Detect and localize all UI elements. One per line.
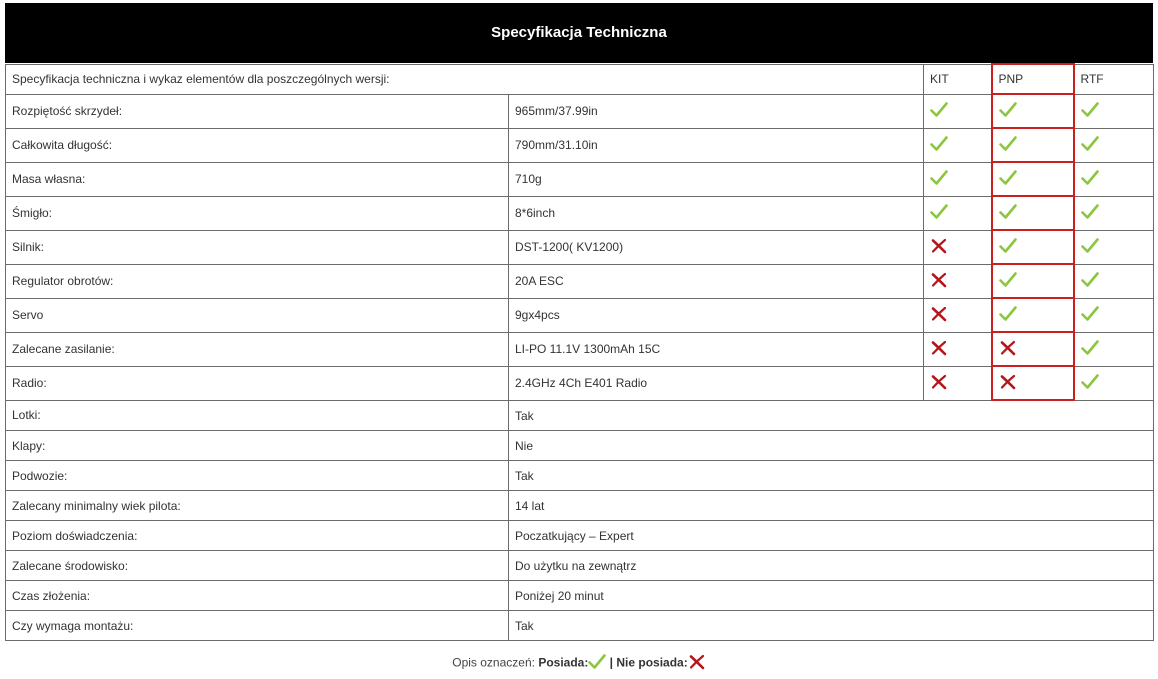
spec-label: Całkowita długość: — [6, 128, 509, 162]
spec-label: Servo — [6, 298, 509, 332]
cell-kit — [924, 94, 992, 128]
check-icon — [999, 136, 1017, 155]
cross-icon — [930, 306, 948, 325]
check-icon — [999, 306, 1017, 325]
spec-panel — [5, 3, 1153, 641]
legend-not-label: Nie posiada: — [616, 655, 688, 670]
table-row — [6, 461, 1154, 491]
table-row — [6, 196, 1154, 230]
cross-icon — [930, 340, 948, 359]
cell-pnp — [992, 230, 1074, 264]
spec-value: Poniżej 20 minut — [509, 581, 1154, 611]
cell-kit — [924, 366, 992, 400]
check-icon — [1081, 170, 1099, 189]
cell-pnp — [992, 264, 1074, 298]
column-rtf: RTF — [1074, 64, 1154, 94]
spec-label: Regulator obrotów: — [6, 264, 509, 298]
check-icon — [1081, 306, 1099, 325]
check-icon — [930, 170, 948, 189]
cell-pnp — [992, 332, 1074, 366]
table-row — [6, 264, 1154, 298]
legend-separator: | — [609, 655, 614, 670]
cell-rtf — [1074, 264, 1154, 298]
check-icon — [999, 102, 1017, 121]
cell-rtf — [1074, 94, 1154, 128]
cell-rtf — [1074, 366, 1154, 400]
cell-pnp — [992, 366, 1074, 400]
spec-label: Rozpiętość skrzydeł: — [6, 94, 509, 128]
check-icon — [999, 204, 1017, 223]
legend-prefix: Opis oznaczeń: — [452, 655, 535, 670]
legend-has-label: Posiada: — [538, 655, 589, 670]
cell-kit — [924, 196, 992, 230]
table-row — [6, 521, 1154, 551]
spec-label: Silnik: — [6, 230, 509, 264]
check-icon — [999, 170, 1017, 189]
cell-rtf — [1074, 162, 1154, 196]
spec-value: Poczatkujący – Expert — [509, 521, 1154, 551]
cell-pnp — [992, 94, 1074, 128]
cross-icon — [999, 374, 1017, 393]
cell-kit — [924, 264, 992, 298]
table-row — [6, 128, 1154, 162]
cell-kit — [924, 332, 992, 366]
cell-kit — [924, 162, 992, 196]
spec-label: Zalecane środowisko: — [6, 551, 509, 581]
spec-value: Tak — [509, 611, 1154, 641]
spec-value: Tak — [509, 400, 1154, 431]
spec-label: Lotki: — [6, 400, 509, 431]
spec-label: Śmigło: — [6, 196, 509, 230]
table-row — [6, 230, 1154, 264]
table-row — [6, 611, 1154, 641]
cross-icon — [930, 272, 948, 291]
check-icon — [999, 272, 1017, 291]
spec-value: 965mm/37.99in — [509, 94, 924, 128]
table-row — [6, 551, 1154, 581]
check-icon — [1081, 204, 1099, 223]
spec-value: Tak — [509, 461, 1154, 491]
cell-rtf — [1074, 128, 1154, 162]
spec-label: Czy wymaga montażu: — [6, 611, 509, 641]
cell-rtf — [1074, 230, 1154, 264]
table-row — [6, 298, 1154, 332]
column-kit: KIT — [924, 64, 992, 94]
table-row — [6, 94, 1154, 128]
spec-value: LI-PO 11.1V 1300mAh 15C — [509, 332, 924, 366]
table-row — [6, 332, 1154, 366]
cell-pnp — [992, 298, 1074, 332]
cell-kit — [924, 128, 992, 162]
spec-value: 790mm/31.10in — [509, 128, 924, 162]
check-icon — [930, 102, 948, 121]
spec-label: Zalecany minimalny wiek pilota: — [6, 491, 509, 521]
spec-value: 14 lat — [509, 491, 1154, 521]
spec-label: Klapy: — [6, 431, 509, 461]
page-title: Specyfikacja Techniczna — [5, 3, 1153, 63]
table-row — [6, 581, 1154, 611]
table-header-row — [6, 64, 1154, 94]
cross-icon — [999, 340, 1017, 359]
table-row — [6, 162, 1154, 196]
table-row — [6, 400, 1154, 431]
check-icon — [1081, 374, 1099, 393]
spec-label: Podwozie: — [6, 461, 509, 491]
check-icon — [1081, 272, 1099, 291]
cell-pnp — [992, 128, 1074, 162]
table-row — [6, 491, 1154, 521]
cell-kit — [924, 298, 992, 332]
column-pnp: PNP — [992, 64, 1074, 94]
spec-value: 710g — [509, 162, 924, 196]
check-icon — [999, 238, 1017, 257]
header-label: Specyfikacja techniczna i wykaz elementów dla poszczególnych wersji: — [6, 64, 924, 94]
spec-table — [5, 63, 1154, 641]
cell-kit — [924, 230, 992, 264]
check-icon — [1081, 102, 1099, 121]
check-icon — [1081, 340, 1099, 359]
check-icon — [930, 204, 948, 223]
cross-icon — [688, 654, 706, 673]
spec-value: 20A ESC — [509, 264, 924, 298]
cross-icon — [930, 374, 948, 393]
spec-label: Zalecane zasilanie: — [6, 332, 509, 366]
spec-value: 2.4GHz 4Ch E401 Radio — [509, 366, 924, 400]
cell-rtf — [1074, 332, 1154, 366]
legend — [0, 654, 1158, 673]
cell-pnp — [992, 162, 1074, 196]
cell-rtf — [1074, 298, 1154, 332]
spec-label: Radio: — [6, 366, 509, 400]
spec-label: Masa własna: — [6, 162, 509, 196]
spec-value: Nie — [509, 431, 1154, 461]
cross-icon — [930, 238, 948, 257]
check-icon — [1081, 238, 1099, 257]
check-icon — [588, 654, 606, 673]
cell-rtf — [1074, 196, 1154, 230]
spec-value: Do użytku na zewnątrz — [509, 551, 1154, 581]
spec-label: Poziom doświadczenia: — [6, 521, 509, 551]
table-row — [6, 366, 1154, 400]
spec-label: Czas złożenia: — [6, 581, 509, 611]
check-icon — [930, 136, 948, 155]
spec-value: 8*6inch — [509, 196, 924, 230]
check-icon — [1081, 136, 1099, 155]
spec-value: DST-1200( KV1200) — [509, 230, 924, 264]
table-row — [6, 431, 1154, 461]
spec-value: 9gx4pcs — [509, 298, 924, 332]
cell-pnp — [992, 196, 1074, 230]
